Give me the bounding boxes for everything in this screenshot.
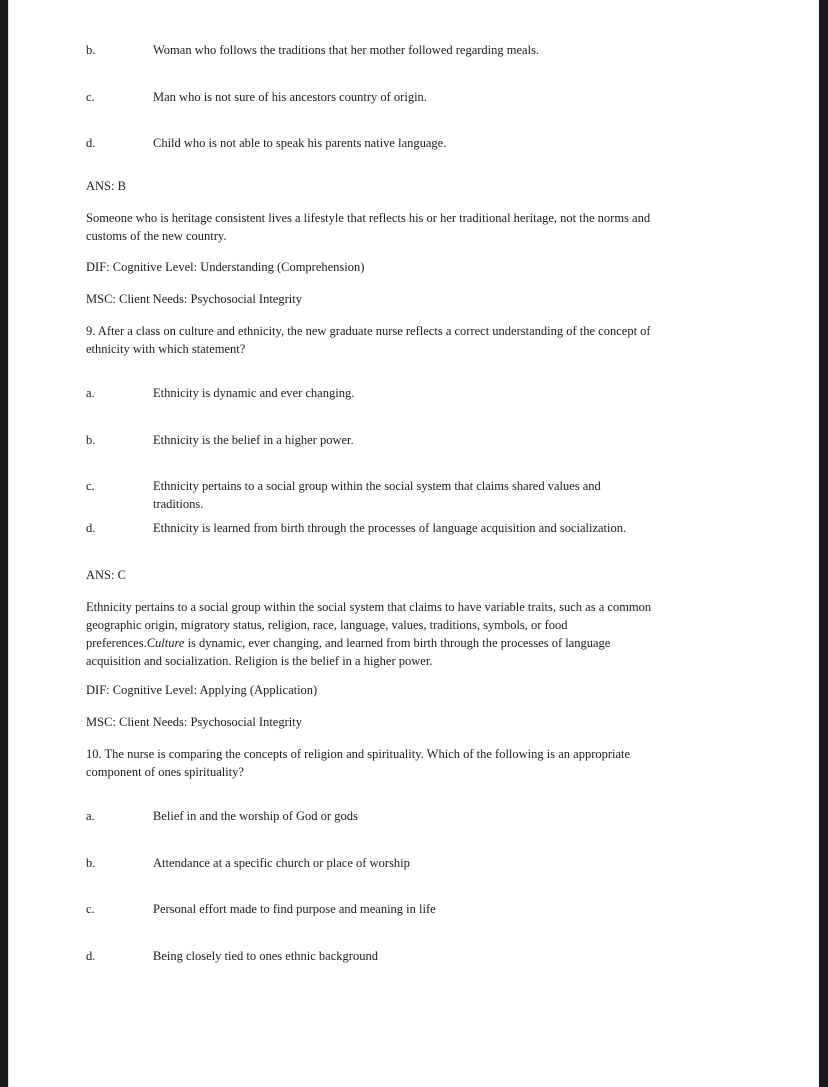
q8-difficulty: DIF: Cognitive Level: Understanding (Comprehension) <box>86 260 365 274</box>
q9-rationale-line-3-post: is dynamic, ever changing, and learned from birth through the processes of language <box>184 636 611 650</box>
q8-option-c-line: Man who is not sure of his ancestors country of origin. <box>153 90 427 104</box>
q10-option-d <box>86 947 378 965</box>
q9-option-b <box>86 431 354 449</box>
q9-stem-line-1: 9. After a class on culture and ethnicity, the new graduate nurse reflects a correct understanding of the concept of <box>86 324 651 338</box>
q8-option-d <box>86 134 446 152</box>
q9-option-a-text <box>153 384 354 402</box>
q9-stem <box>86 322 651 358</box>
q10-stem-line-2: component of ones spirituality? <box>86 765 244 779</box>
document-page <box>8 0 819 1087</box>
q10-stem <box>86 745 630 781</box>
q9-rationale-line-3-pre: preferences. <box>86 636 147 650</box>
q10-option-d-line: Being closely tied to ones ethnic background <box>153 949 378 963</box>
q10-option-b-text <box>153 854 410 872</box>
q9-client-needs: MSC: Client Needs: Psychosocial Integrity <box>86 715 302 729</box>
q10-option-a-line: Belief in and the worship of God or gods <box>153 809 358 823</box>
q9-option-c-line-2: traditions. <box>153 497 204 511</box>
q8-option-b-text <box>153 41 539 59</box>
q9-option-b-label: b. <box>86 433 96 447</box>
q9-rationale-line-1: Ethnicity pertains to a social group within the social system that claims to have variable traits, such as a common <box>86 600 652 614</box>
q9-option-d <box>86 519 626 537</box>
q8-option-d-line: Child who is not able to speak his parents native language. <box>153 136 447 150</box>
q8-option-b <box>86 41 539 59</box>
q9-stem-line-2: ethnicity with which statement? <box>86 342 246 356</box>
q9-rationale-line-4: acquisition and socialization. Religion is the belief in a higher power. <box>86 654 433 668</box>
q8-answer: ANS: B <box>86 179 126 193</box>
q10-option-b-line: Attendance at a specific church or place of worship <box>153 856 410 870</box>
q8-option-b-line: Woman who follows the traditions that her mother followed regarding meals. <box>153 43 540 57</box>
q9-option-a <box>86 384 354 402</box>
q9-option-d-text <box>153 519 626 537</box>
q10-option-a-label: a. <box>86 809 95 823</box>
q10-option-c-label: c. <box>86 902 95 916</box>
q8-option-c-text <box>153 88 427 106</box>
q9-option-d-line: Ethnicity is learned from birth through the processes of language acquisition and socialization. <box>153 521 627 535</box>
q9-rationale <box>86 598 651 670</box>
page-content <box>86 0 766 1087</box>
q9-option-c-text <box>153 477 601 513</box>
q10-option-b <box>86 854 410 872</box>
q8-option-c-label: c. <box>86 90 95 104</box>
q8-rationale-line-2: customs of the new country. <box>86 229 227 243</box>
q10-option-a-text <box>153 807 358 825</box>
q8-option-d-text <box>153 134 446 152</box>
q10-option-d-label: d. <box>86 949 96 963</box>
q8-option-c <box>86 88 427 106</box>
q10-option-c-line: Personal effort made to find purpose and meaning in life <box>153 902 436 916</box>
q10-option-c-text <box>153 900 436 918</box>
q9-rationale-culture-italic: Culture <box>146 636 185 650</box>
q10-option-d-text <box>153 947 378 965</box>
q8-client-needs: MSC: Client Needs: Psychosocial Integrity <box>86 292 302 306</box>
q9-option-a-line: Ethnicity is dynamic and ever changing. <box>153 386 355 400</box>
q9-option-c <box>86 477 601 513</box>
q10-stem-line-1: 10. The nurse is comparing the concepts of religion and spirituality. Which of the following is an appropriate <box>86 747 631 761</box>
q10-option-a <box>86 807 358 825</box>
q9-option-b-text <box>153 431 354 449</box>
q9-rationale-line-2: geographic origin, migratory status, religion, race, language, values, traditions, symbols, or food <box>86 618 568 632</box>
q9-answer: ANS: C <box>86 568 126 582</box>
viewer-left-backdrop <box>0 0 8 1087</box>
q9-option-a-label: a. <box>86 386 95 400</box>
q9-option-b-line: Ethnicity is the belief in a higher power. <box>153 433 354 447</box>
viewer-right-backdrop <box>818 0 828 1087</box>
q8-option-b-label: b. <box>86 43 96 57</box>
q8-rationale-line-1: Someone who is heritage consistent lives a lifestyle that reflects his or her traditional heritage, not the norms and <box>86 211 651 225</box>
q9-difficulty: DIF: Cognitive Level: Applying (Application) <box>86 683 318 697</box>
q9-option-c-line-1: Ethnicity pertains to a social group within the social system that claims shared values and <box>153 479 601 493</box>
q10-option-c <box>86 900 436 918</box>
q9-option-c-label: c. <box>86 479 95 493</box>
q8-rationale <box>86 209 650 245</box>
q10-option-b-label: b. <box>86 856 96 870</box>
q8-option-d-label: d. <box>86 136 96 150</box>
q9-rationale-line-3 <box>86 634 651 652</box>
q9-option-d-label: d. <box>86 521 96 535</box>
